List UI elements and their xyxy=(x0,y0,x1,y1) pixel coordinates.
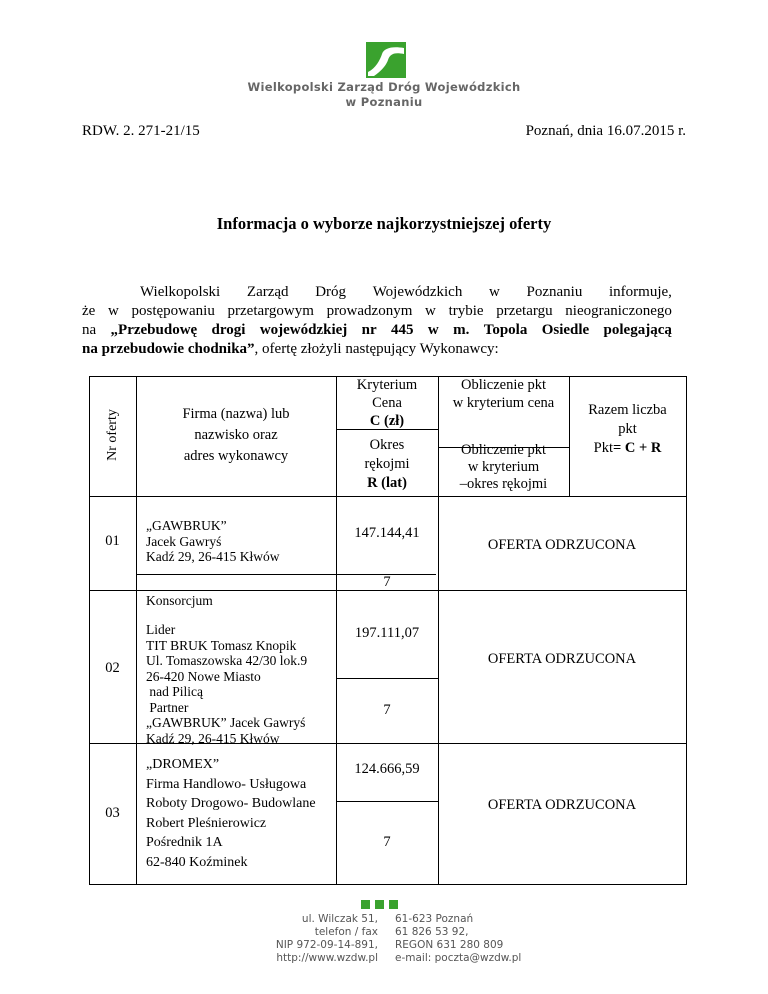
header-firm-line: Firma (nazwa) lub xyxy=(182,406,290,422)
row-1-firm-line: Jacek Gawryś xyxy=(146,533,222,549)
row-3-firm-line: 62-840 Koźminek xyxy=(146,854,248,870)
intro-word: trybie xyxy=(448,303,484,319)
row-3-status: OFERTA ODRZUCONA xyxy=(487,797,637,813)
intro-word: na xyxy=(82,322,97,338)
intro-word: 445 xyxy=(391,322,414,338)
row-1-firm-line: Kadź 29, 26-415 Kłwów xyxy=(146,549,280,564)
row-1-firm-line: „GAWBRUK” xyxy=(146,518,227,533)
header-firm-line: nazwisko oraz xyxy=(194,427,278,443)
intro-word: w xyxy=(427,322,439,338)
wzdw-logo xyxy=(366,42,406,78)
row-3-firm xyxy=(146,755,316,872)
intro-word: prowadzonym xyxy=(326,303,413,319)
header-firm xyxy=(136,404,336,467)
offers-table xyxy=(89,376,687,885)
row-2-firm-line: Lider xyxy=(146,622,176,637)
intro-word: Dróg xyxy=(315,284,347,300)
row-2-consortium: Konsorcjum xyxy=(146,593,213,608)
header-calc-warranty-line: w kryterium xyxy=(467,459,540,475)
header-total-formula: = C + R xyxy=(613,440,662,456)
header-calc-warranty-line: –okres rękojmi xyxy=(459,476,548,492)
footer-nip: NIP 972-09-14-891, xyxy=(275,939,378,951)
footer-accent xyxy=(361,900,398,909)
footer-address: ul. Wilczak 51, xyxy=(301,913,378,925)
header-calc-price-line: Obliczenie pkt xyxy=(461,377,546,393)
intro-word: drogi xyxy=(211,322,246,338)
intro-word: Topola xyxy=(483,322,528,338)
intro-word: Wojewódzkich xyxy=(372,284,463,300)
row-1-firm xyxy=(146,518,279,565)
row-2-firm-line: 26-420 Nowe Miasto xyxy=(146,668,261,684)
row-2-status: OFERTA ODRZUCONA xyxy=(487,651,637,667)
row-2-firm-line: TIT BRUK Tomasz Knopik xyxy=(146,637,297,653)
intro-word: nr xyxy=(361,322,377,338)
row-2-firm-line: Kadź 29, 26-415 Kłwów xyxy=(146,730,280,746)
header-criterion-price xyxy=(336,376,438,430)
header-firm-line: adres wykonawcy xyxy=(183,448,289,464)
row-2-firm-line: Ul. Tomaszowska 42/30 lok.9 xyxy=(146,653,308,668)
reference-number: RDW. 2. 271-21/15 xyxy=(82,123,200,139)
intro-word: m. xyxy=(453,322,470,338)
intro-word: że xyxy=(82,303,96,319)
document-date: Poznań, dnia 16.07.2015 r. xyxy=(525,123,686,139)
row-2-firm-line: Partner xyxy=(146,699,189,715)
intro-word: polegającą xyxy=(603,322,672,338)
header-calc-price-line: w kryterium cena xyxy=(452,395,555,411)
intro-word: przetargowym xyxy=(227,303,314,319)
intro-word: przetargu xyxy=(496,303,553,319)
footer-phone: 61 826 53 92, xyxy=(395,926,469,938)
org-name-line2: w Poznaniu xyxy=(345,95,423,109)
row-2-firm-line: nad Pilicą xyxy=(146,684,203,699)
header-total-line: pkt xyxy=(618,421,637,437)
intro-word: informuje, xyxy=(609,284,672,300)
header-total-line: Razem liczba xyxy=(588,402,667,418)
header-criterion-warranty-line: rękojmi xyxy=(364,456,410,472)
row-3-warranty: 7 xyxy=(383,834,391,850)
intro-line-1 xyxy=(82,283,672,302)
intro-text: , ofertę złożyli następujący Wykonawcy: xyxy=(254,341,499,357)
footer-email[interactable]: e-mail: poczta@wzdw.pl xyxy=(395,952,522,964)
footer-website[interactable]: http://www.wzdw.pl xyxy=(276,952,378,964)
header-criterion-warranty xyxy=(336,436,438,493)
intro-word: w xyxy=(108,303,119,319)
intro-word: postępowaniu xyxy=(131,303,215,319)
intro-word: Osiedle xyxy=(541,322,590,338)
intro-line-3 xyxy=(82,321,672,340)
row-2-price: 197.111,07 xyxy=(354,625,420,641)
row-3-firm-line: „DROMEX” xyxy=(146,757,220,772)
intro-word: Zarząd xyxy=(246,284,289,300)
header-calc-warranty xyxy=(438,442,569,493)
header-total xyxy=(569,401,686,458)
intro-word: Poznaniu xyxy=(526,284,583,300)
footer-city: 61-623 Poznań xyxy=(395,913,474,925)
row-3-firm-line: Roboty Drogowo- Budowlane xyxy=(146,796,316,811)
header-calc-warranty-line: Obliczenie pkt xyxy=(461,442,546,458)
header-total-formula-prefix: Pkt xyxy=(593,440,613,456)
row-2-firm xyxy=(146,622,307,746)
row-3-number: 03 xyxy=(105,805,120,821)
intro-word: Wielkopolski xyxy=(140,284,221,300)
footer-left xyxy=(276,913,378,965)
footer-regon: REGON 631 280 809 xyxy=(395,939,504,951)
header-criterion-price-line: Cena xyxy=(372,395,402,411)
row-2-firm-line: „GAWBRUK” Jacek Gawryś xyxy=(146,715,306,730)
header-calc-price xyxy=(438,376,569,412)
footer-phone-label: telefon / fax xyxy=(314,926,378,938)
intro-line-2 xyxy=(82,302,672,321)
org-name-line1: Wielkopolski Zarząd Dróg Wojewódzkich xyxy=(247,80,521,94)
header-criterion-price-symbol: C (zł) xyxy=(369,413,405,429)
intro-word: w xyxy=(425,303,436,319)
header-criterion-warranty-symbol: R (lat) xyxy=(367,475,407,491)
row-2-warranty: 7 xyxy=(383,702,391,718)
intro-word: wojewódzkiej xyxy=(259,322,348,338)
intro-word: „Przebudowę xyxy=(110,322,198,338)
row-1-status: OFERTA ODRZUCONA xyxy=(487,537,637,553)
row-1-number: 01 xyxy=(105,533,120,549)
intro-word: w xyxy=(489,284,500,300)
row-3-firm-line: Firma Handlowo- Usługowa xyxy=(146,776,307,792)
row-3-firm-line: Robert Pleśnierowicz xyxy=(146,815,267,831)
header-criterion-warranty-line: Okres xyxy=(369,437,405,453)
header-offer-number: Nr oferty xyxy=(105,409,120,461)
footer-right xyxy=(395,913,521,965)
intro-word: nieograniczonego xyxy=(565,303,672,319)
row-2-number: 02 xyxy=(105,660,120,676)
header-criterion-price-line: Kryterium xyxy=(356,377,418,393)
row-1-warranty: 7 xyxy=(383,574,391,590)
row-3-price: 124.666,59 xyxy=(354,761,420,777)
intro-bold-text: na przebudowie chodnika” xyxy=(82,341,255,357)
intro-paragraph xyxy=(82,283,672,359)
row-1-price: 147.144,41 xyxy=(354,525,420,541)
document-title: Informacja o wyborze najkorzystniejszej oferty xyxy=(216,214,552,233)
row-3-firm-line: Pośrednik 1A xyxy=(146,835,223,850)
intro-line-4 xyxy=(82,340,672,359)
